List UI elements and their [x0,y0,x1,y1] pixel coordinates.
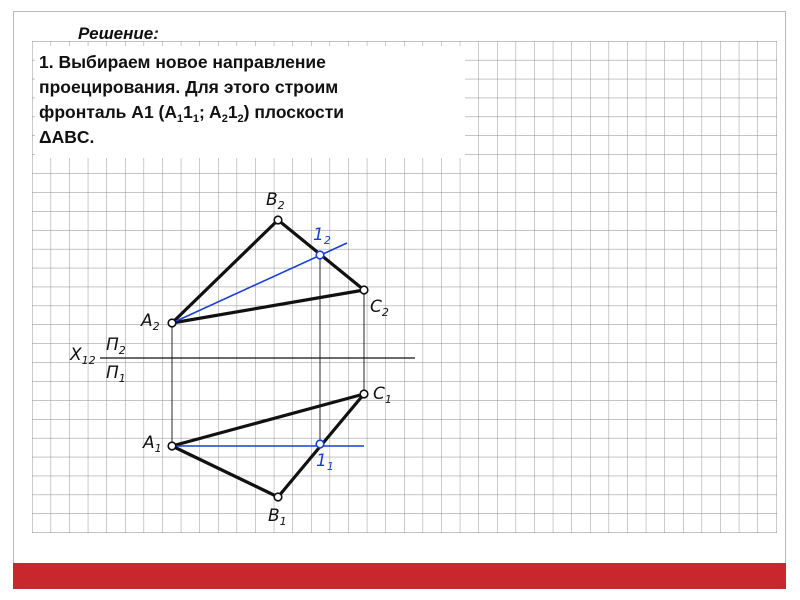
point-a1 [168,442,176,450]
point-12 [316,251,324,259]
point-b1 [274,493,282,501]
step-line-3: фронталь A1 ($A_11_1$; $A_21_2$) плоскости [39,102,345,125]
label-c1: $C_1$ [373,384,392,406]
solution-heading: Решение: [78,24,159,43]
label-p1: $П_1$ [106,363,126,385]
step-line-2: проецирования. Для этого строим [39,77,339,97]
point-11 [316,440,324,448]
point-c1 [360,390,368,398]
label-a1: $A_1$ [143,433,162,455]
label-x12: $X_{12}$ [70,345,96,367]
label-11: $1_1$ [316,451,334,473]
edge-a1-c1 [172,394,364,446]
point-b2 [274,216,282,224]
label-12: $1_2$ [313,225,331,247]
label-a2: $A_2$ [141,311,160,333]
label-b1: $B_1$ [268,506,287,528]
step-line-4: ΔABC. [39,127,95,147]
point-a2 [168,319,176,327]
label-c2: $C_2$ [370,297,389,319]
label-p2: $П_2$ [106,335,126,357]
edge-a1-b1 [172,446,278,497]
label-b2: $B_2$ [266,190,285,212]
point-c2 [360,286,368,294]
step-line-1: 1. Выбираем новое направление [39,52,326,72]
footer-bar [13,563,786,589]
